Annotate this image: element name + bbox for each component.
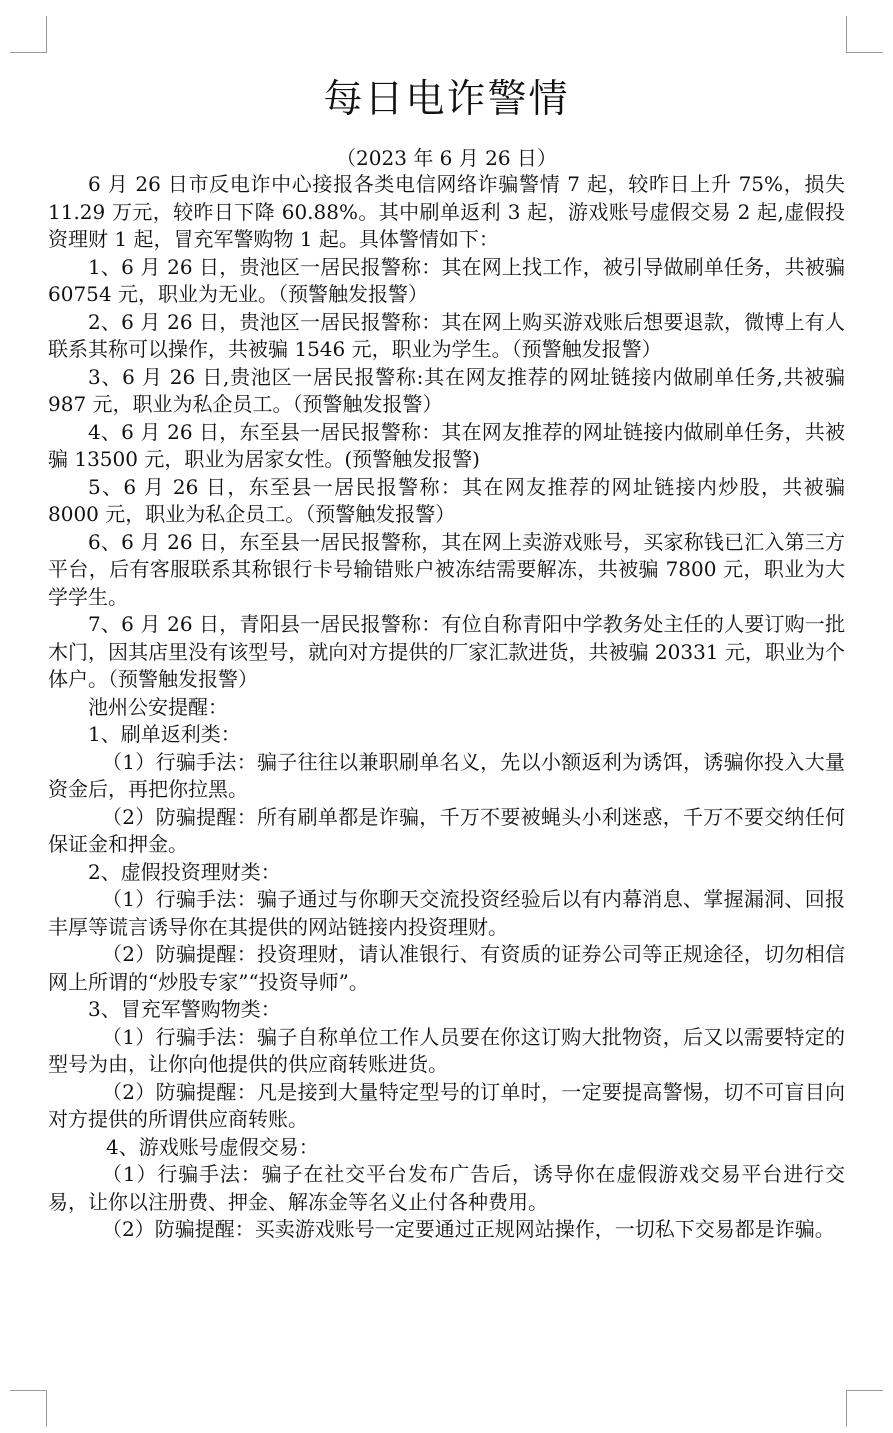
category-heading-4: 4、游戏账号虚假交易：: [106, 1134, 319, 1159]
category-3-method: （1）行骗手法：骗子自称单位工作人员要在你这订购大批物资，后又以需要特定的型号为由，让你向他提供的供应商转账进货。: [48, 1024, 845, 1076]
category-3-tip: （2）防骗提醒：凡是接到大量特定型号的订单时，一定要提高警惕，切不可盲目向对方提供的所谓供应商转账。: [48, 1079, 845, 1131]
category-4-tip: （2）防骗提醒：买卖游戏账号一定要通过正规网站操作，一切私下交易都是诈骗。: [102, 1217, 835, 1241]
page-title: 每日电诈警情: [323, 77, 570, 122]
case-item-4: 4、6 月 26 日，东至县一居民报警称：其在网友推荐的网址链接内做刷单任务，共被骗 13500 元，职业为居家女性。(预警触发报警): [48, 419, 845, 471]
category-1-method: （1）行骗手法：骗子往往以兼职刷单名义，先以小额返利为诱饵，诱骗你投入大量资金后，再把你拉黑。: [48, 749, 845, 801]
case-item-3: 3、6 月 26 日,贵池区一居民报警称:其在网友推荐的网址链接内做刷单任务,共被骗 987 元，职业为私企员工。（预警触发报警）: [48, 364, 845, 416]
document-body: [48, 171, 845, 1244]
category-heading-2: 2、虚假投资理财类：: [88, 859, 281, 884]
case-item-7: 7、6 月 26 日，青阳县一居民报警称：有位自称青阳中学教务处主任的人要订购一批木门，因其店里没有该型号，就向对方提供的厂家汇款进货，共被骗 20331 元，职业为个体户。（预警触发报警）: [48, 612, 845, 691]
report-date: （2023 年 6 月 26 日）: [336, 146, 557, 170]
category-2-tip: （2）防骗提醒：投资理财，请认准银行、有资质的证券公司等正规途径，切勿相信网上所谓的“炒股专家”“投资导师”。: [48, 942, 845, 994]
category-heading-1: 1、刷单返利类：: [88, 722, 241, 746]
crop-mark-top-right: [846, 16, 883, 53]
case-item-6: 6、6 月 26 日，东至县一居民报警称，其在网上卖游戏账号，买家称钱已汇入第三方平台，后有客服联系其称银行卡号输错账户被冻结需要解冻，共被骗 7800 元，职业为大学学生。: [48, 529, 845, 609]
crop-mark-bottom-left: [10, 1390, 47, 1427]
case-item-2: 2、6 月 26 日，贵池区一居民报警称：其在网上购买游戏账后想要退款，微博上有人联系其称可以操作，共被骗 1546 元，职业为学生。（预警触发报警）: [48, 309, 845, 361]
category-heading-3: 3、冒充军警购物类：: [88, 997, 281, 1021]
category-1-tip: （2）防骗提醒：所有刷单都是诈骗，千万不要被蝇头小利迷惑，千万不要交纳任何保证金和押金。: [48, 804, 845, 856]
case-item-1: 1、6 月 26 日，贵池区一居民报警称：其在网上找工作，被引导做刷单任务，共被骗 60754 元，职业为无业。（预警触发报警）: [48, 254, 845, 306]
reminder-heading: 池州公安提醒：: [88, 694, 228, 719]
category-4-method: （1）行骗手法：骗子在社交平台发布广告后，诱导你在虚假游戏交易平台进行交易，让你以注册费、押金、解冻金等名义止付各种费用。: [48, 1162, 845, 1214]
crop-mark-top-left: [10, 16, 47, 53]
summary-paragraph: 6 月 26 日市反电诈中心接报各类电信网络诈骗警情 7 起，较昨日上升 75%，损失 11.29 万元，较昨日下降 60.88%。其中刷单返利 3 起，游戏账号虚假交易 2 起,虚假投资理财 1 起，冒充军警购物 1 起。具体警情如下：: [48, 172, 845, 251]
crop-mark-bottom-right: [846, 1390, 883, 1427]
category-2-method: （1）行骗手法：骗子通过与你聊天交流投资经验后以有内幕消息、掌握漏洞、回报丰厚等谎言诱导你在其提供的网站链接内投资理财。: [48, 887, 845, 939]
case-item-5: 5、6 月 26 日，东至县一居民报警称：其在网友推荐的网址链接内炒股，共被骗 8000 元，职业为私企员工。（预警触发报警）: [48, 474, 845, 526]
